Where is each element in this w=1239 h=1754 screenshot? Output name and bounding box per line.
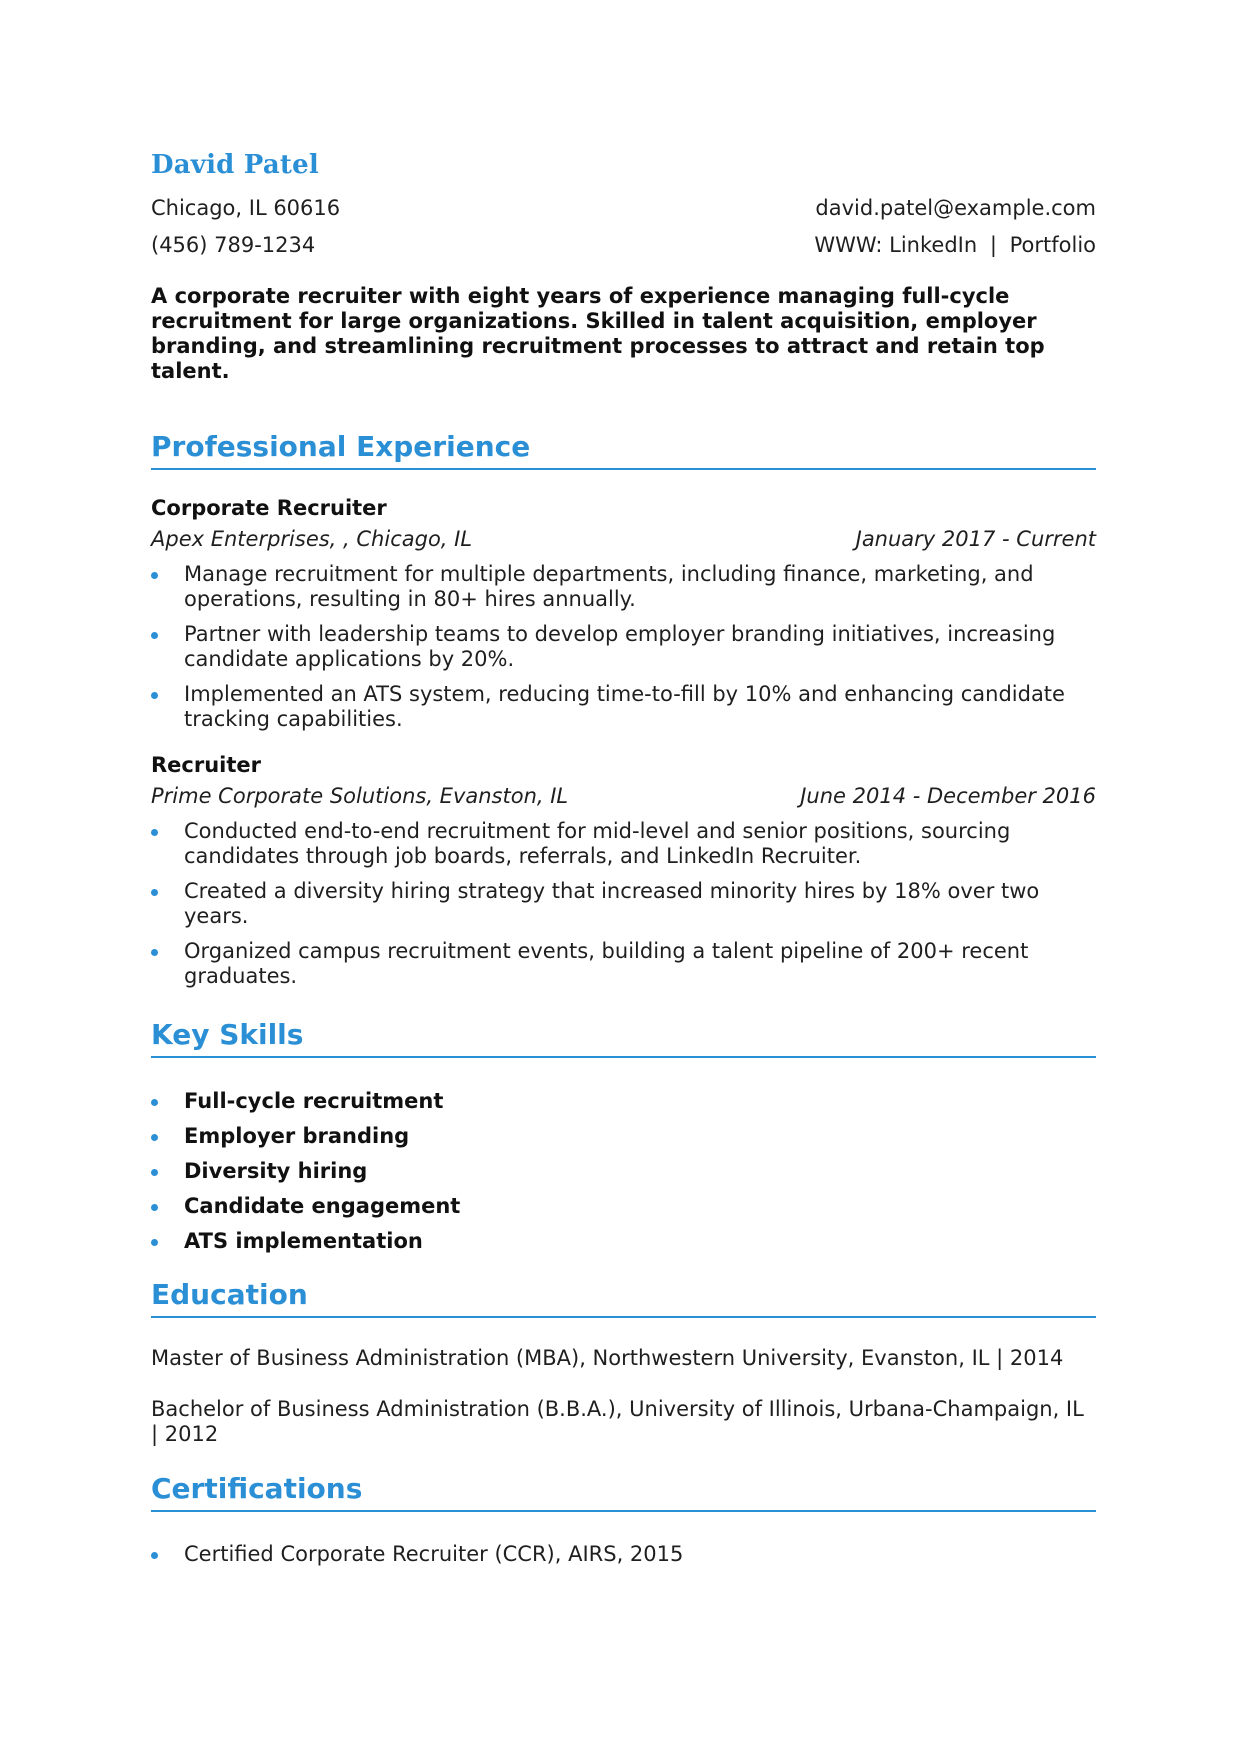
job-bullets xyxy=(151,562,1096,742)
list-item xyxy=(151,682,1096,732)
bullet-icon xyxy=(151,1099,158,1106)
certification-text: Certified Corporate Recruiter (CCR), AIRS, 2015 xyxy=(184,1542,684,1566)
list-item xyxy=(151,879,1096,929)
skill-text: Diversity hiring xyxy=(184,1159,368,1183)
bullet-text: Created a diversity hiring strategy that increased minority hires by 18% over two years. xyxy=(184,879,1040,928)
job-company: Prime Corporate Solutions, Evanston, IL xyxy=(151,784,569,808)
skill-text: ATS implementation xyxy=(184,1229,423,1253)
bullet-icon xyxy=(151,829,158,836)
bullet-icon xyxy=(151,1552,158,1559)
bullet-icon xyxy=(151,632,158,639)
contact-row-1 xyxy=(151,196,1096,220)
section-title-skills: Key Skills xyxy=(151,1016,1096,1058)
job-meta xyxy=(151,784,1096,808)
list-item xyxy=(151,1089,1096,1114)
job-dates: June 2014 - December 2016 xyxy=(800,784,1096,808)
list-item xyxy=(151,819,1096,869)
linkedin-link[interactable]: LinkedIn xyxy=(889,233,978,257)
www-label: WWW: xyxy=(814,233,883,257)
phone-number: (456) 789-1234 xyxy=(151,233,316,257)
list-item xyxy=(151,1229,1096,1254)
section-title-education: Education xyxy=(151,1276,1096,1318)
bullet-text: Manage recruitment for multiple departments, including finance, marketing, and operations, resulting in 80+ hires annually. xyxy=(184,562,1034,611)
list-item xyxy=(151,1124,1096,1149)
bullet-text: Partner with leadership teams to develop employer branding initiatives, increasing candidate applications by 20%. xyxy=(184,622,1056,671)
bullet-icon xyxy=(151,1204,158,1211)
section-title-certifications: Certifications xyxy=(151,1470,1096,1512)
bullet-text: Conducted end-to-end recruitment for mid-level and senior positions, sourcing candidates through job boards, referrals, and LinkedIn Recruiter. xyxy=(184,819,1011,868)
bullet-icon xyxy=(151,1169,158,1176)
education-entry: Master of Business Administration (MBA), Northwestern University, Evanston, IL | 2014 xyxy=(151,1346,1064,1370)
certifications-list xyxy=(151,1542,1096,1577)
skill-text: Employer branding xyxy=(184,1124,410,1148)
bullet-icon xyxy=(151,1239,158,1246)
list-item xyxy=(151,1159,1096,1184)
portfolio-link[interactable]: Portfolio xyxy=(1009,233,1096,257)
section-title-experience: Professional Experience xyxy=(151,428,1096,470)
bullet-icon xyxy=(151,572,158,579)
link-separator: | xyxy=(989,233,997,257)
skill-text: Candidate engagement xyxy=(184,1194,461,1218)
education-entry: Bachelor of Business Administration (B.B.A.), University of Illinois, Urbana-Champaign, IL | 2012 xyxy=(151,1397,1084,1446)
list-item xyxy=(151,939,1096,989)
skills-list xyxy=(151,1089,1096,1264)
job-meta xyxy=(151,527,1096,551)
bullet-icon xyxy=(151,1134,158,1141)
email-link[interactable]: david.patel@example.com xyxy=(815,196,1096,220)
list-item xyxy=(151,622,1096,672)
candidate-name: David Patel xyxy=(151,150,319,180)
job-title: Corporate Recruiter xyxy=(151,496,387,520)
bullet-text: Organized campus recruitment events, building a talent pipeline of 200+ recent graduates. xyxy=(184,939,1029,988)
bullet-icon xyxy=(151,949,158,956)
bullet-icon xyxy=(151,692,158,699)
list-item xyxy=(151,1542,1096,1567)
job-bullets xyxy=(151,819,1096,999)
skill-text: Full-cycle recruitment xyxy=(184,1089,444,1113)
job-company: Apex Enterprises, , Chicago, IL xyxy=(151,527,473,551)
professional-summary: A corporate recruiter with eight years of experience managing full-cycle recruitment for large organizations. Skilled in talent acquisition, employer branding, and streamlining recruitment processes to attract and retain top talent. xyxy=(151,284,1045,383)
job-dates: January 2017 - Current xyxy=(855,527,1096,551)
contact-row-2 xyxy=(151,233,1096,257)
web-links xyxy=(814,233,1096,257)
bullet-text: Implemented an ATS system, reducing time-to-fill by 10% and enhancing candidate tracking capabilities. xyxy=(184,682,1065,731)
job-title: Recruiter xyxy=(151,753,262,777)
address: Chicago, IL 60616 xyxy=(151,196,341,220)
list-item xyxy=(151,1194,1096,1219)
bullet-icon xyxy=(151,889,158,896)
list-item xyxy=(151,562,1096,612)
